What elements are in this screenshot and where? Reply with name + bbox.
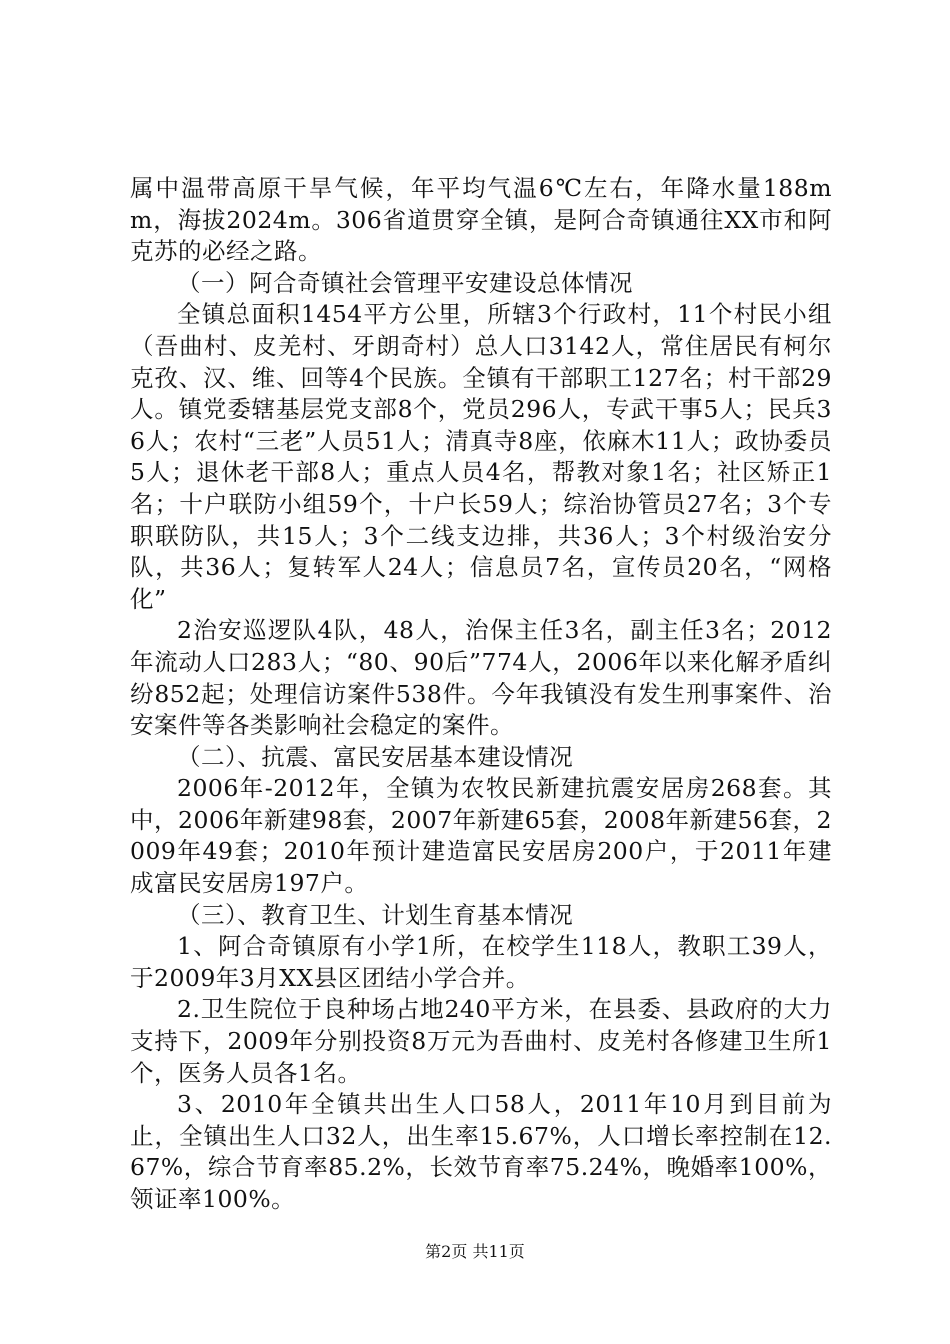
paragraph-housing: 2006年-2012年，全镇为农牧民新建抗震安居房268套。其中，2006年新建98套，2007年新建65套，2008年新建56套，2009年49套；2010年预计建造富民安居房200户，于2011年建成富民安居房197户。 <box>130 774 832 898</box>
paragraph-population: 3、2010年全镇共出生人口58人，2011年10月到目前为止，全镇出生人口32人，出生率15.67%，人口增长率控制在12.67%，综合节育率85.2%，长效节育率75.24%，晚婚率100%，领证率100%。 <box>130 1090 832 1213</box>
section-heading-1: （一）阿合奇镇社会管理平安建设总体情况 <box>177 268 633 297</box>
document-body <box>130 173 832 1216</box>
paragraph-education: 1、阿合奇镇原有小学1所，在校学生118人，教职工39人，于2009年3月XX县区团结小学合并。 <box>130 932 832 992</box>
page-number-footer: 第2页 共11页 <box>425 1242 525 1261</box>
paragraph-health: 2.卫生院位于良种场占地240平方米，在县委、县政府的大力支持下，2009年分别投资8万元为吾曲村、皮羌村各修建卫生所1个，医务人员各1名。 <box>130 995 832 1087</box>
paragraph-overview: 全镇总面积1454平方公里，所辖3个行政村，11个村民小组（吾曲村、皮羌村、牙朗奇村）总人口3142人，常住居民有柯尔克孜、汉、维、回等4个民族。全镇有干部职工127名；村干部29人。镇党委辖基层党支部8个，党员296人，专武干事5人；民兵36人；农村“三老”人员51人；清真寺8座，依麻木11人；政协委员5人；退休老干部8人；重点人员4名，帮教对象1名；社区矫正1名；十户联防小组59个，十户长59人；综治协管员27名；3个专职联防队，共15人；3个二线支边排，共36人；3个村级治安分队，共36人；复转军人24人；信息员7名，宣传员20名，“网格化” <box>130 300 832 613</box>
section-heading-3: （三）、教育卫生、计划生育基本情况 <box>177 900 574 929</box>
paragraph-security: 2治安巡逻队4队，48人，治保主任3名，副主任3名；2012年流动人口283人；“80、90后”774人，2006年以来化解矛盾纠纷852起；处理信访案件538件。今年我镇没有发生刑事案件、治安案件等各类影响社会稳定的案件。 <box>130 616 832 740</box>
paragraph-climate: 属中温带高原干旱气候，年平均气温6℃左右，年降水量188mm，海拔2024m。306省道贯穿全镇，是阿合奇镇通往XX市和阿克苏的必经之路。 <box>130 174 832 266</box>
section-heading-2: （二）、抗震、富民安居基本建设情况 <box>177 742 574 771</box>
